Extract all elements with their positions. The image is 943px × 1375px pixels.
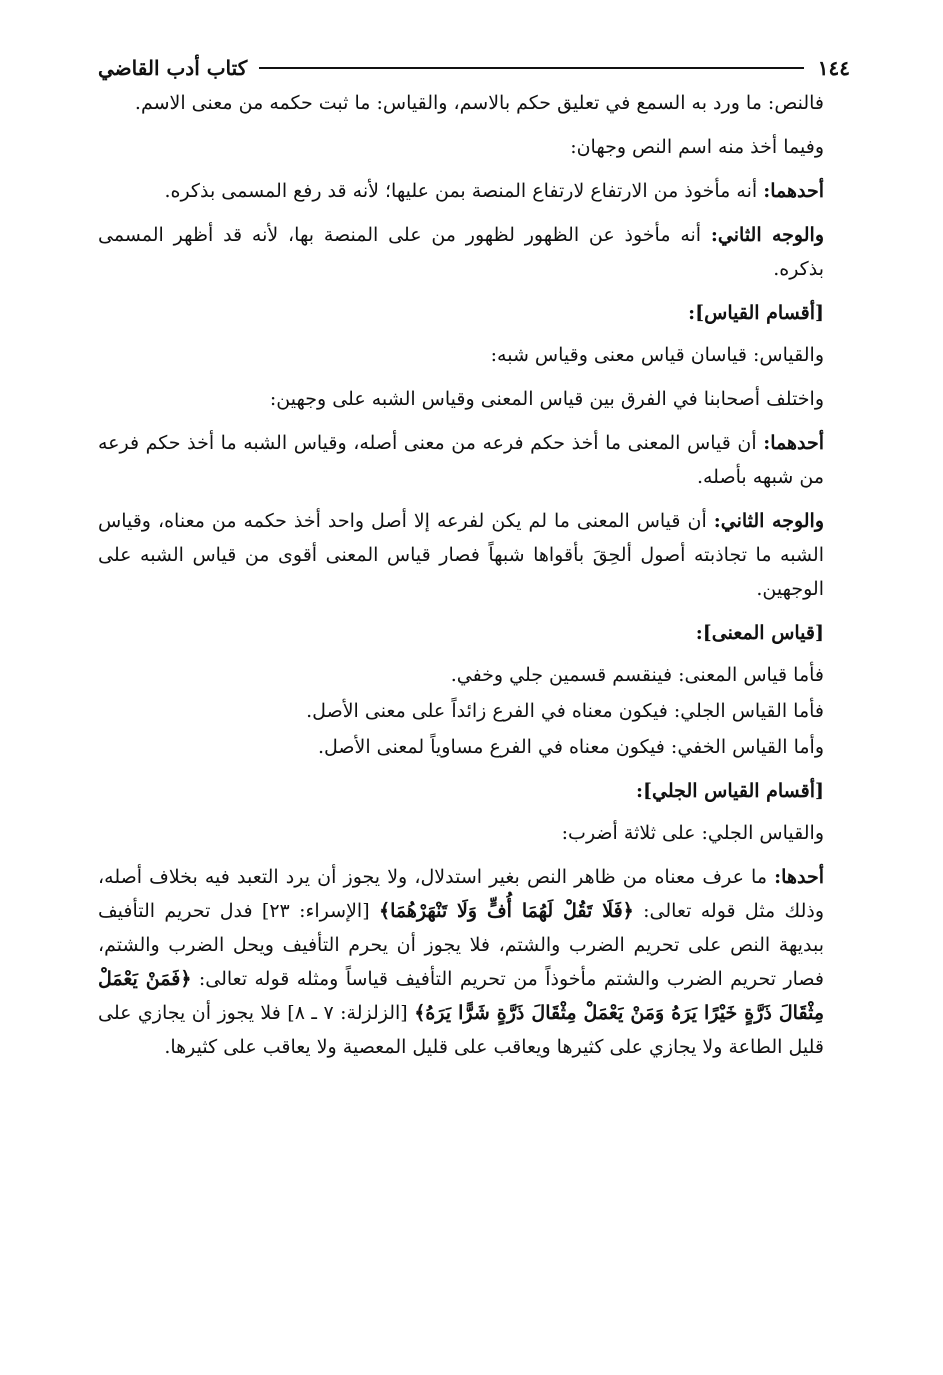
paragraph: والوجه الثاني: أنه مأخوذ عن الظهور لظهور من على المنصة بها، لأنه قد أظهر المسمى بذكره. <box>98 224 824 280</box>
section-heading: [قياس المعنى]: <box>695 622 824 644</box>
paragraph-lead: والوجه الثاني: <box>713 510 824 532</box>
page-body <box>98 86 850 1064</box>
section-heading: [أقسام القياس الجلي]: <box>636 780 824 802</box>
paragraph-lead: أحدهما: <box>763 432 824 454</box>
paragraph: والوجه الثاني: أن قياس المعنى ما لم يكن لفرعه إلا أصل واحد أخذ حكمه من معناه، وقياس الشبه ما تجاذبته أصول ألحِقَ بأقواها شبهاً فصار قياس المعنى أقوى من قياس الشبه على الوجهين. <box>98 510 824 600</box>
page-number: ١٤٤ <box>817 56 850 80</box>
paragraph: فأما القياس الجلي: فيكون معناه في الفرع زائداً على معنى الأصل. <box>306 700 824 722</box>
paragraph: والقياس: قياسان قياس معنى وقياس شبه: <box>490 344 824 366</box>
paragraph: أحدها: ما عرف معناه من ظاهر النص بغير استدلال، ولا يجوز أن يرد التعبد فيه بخلاف أصله، وذلك مثل قوله تعالى: ﴿فَلَا تَقُلْ لَهُمَا أُفٍّ وَلَا تَنْهَرْهُمَا﴾ [الإسراء: ٢٣] فدل تحريم التأفيف ببديهة النص على تحريم الضرب والشتم، فلا يجوز أن يحرم التأفيف ويحل الضرب والشتم، فصار تحريم الضرب والشتم مأخوذاً من تحريم التأفيف قياساً ومثله قوله تعالى: ﴿فَمَنْ يَعْمَلْ مِثْقَالَ ذَرَّةٍ خَيْرًا يَرَهُ وَمَنْ يَعْمَلْ مِثْقَالَ ذَرَّةٍ شَرًّا يَرَهُ﴾ [الزلزلة: ٧ ـ ٨] فلا يجوز أن يجازي على قليل الطاعة ولا يجازي على كثيرها ويعاقب على قليل المعصية ولا يعاقب على كثيرها. <box>98 866 824 1058</box>
running-title: كتاب أدب القاضي <box>98 56 248 80</box>
paragraph: أحدهما: أن قياس المعنى ما أخذ حكم فرعه من معنى أصله، وقياس الشبه ما أخذ حكم فرعه من شبهه بأصله. <box>98 432 824 488</box>
quran-verse: ﴿فَلَا تَقُلْ لَهُمَا أُفٍّ وَلَا تَنْهَرْهُمَا﴾ <box>378 900 634 922</box>
paragraph-lead: أحدهما: <box>763 180 824 202</box>
section-heading: [أقسام القياس]: <box>688 302 824 324</box>
paragraph: فأما قياس المعنى: فينقسم قسمين جلي وخفي. <box>450 664 824 686</box>
paragraph-lead: أحدها: <box>774 866 824 888</box>
paragraph: وأما القياس الخفي: فيكون معناه في الفرع مساوياً لمعنى الأصل. <box>317 736 824 758</box>
paragraph-lead: والوجه الثاني: <box>710 224 824 246</box>
paragraph: واختلف أصحابنا في الفرق بين قياس المعنى وقياس الشبه على وجهين: <box>269 388 824 410</box>
paragraph: أحدهما: أنه مأخوذ من الارتفاع لارتفاع المنصة بمن عليها؛ لأنه قد رفع المسمى بذكره. <box>164 180 824 202</box>
paragraph: والقياس الجلي: على ثلاثة أضرب: <box>561 822 824 844</box>
header-rule <box>259 67 804 69</box>
quran-verse: ﴿فَمَنْ يَعْمَلْ مِثْقَالَ ذَرَّةٍ خَيْرًا يَرَهُ وَمَنْ يَعْمَلْ مِثْقَالَ ذَرَّةٍ شَرًّا يَرَهُ﴾ <box>98 968 824 1024</box>
paragraph: فالنص: ما ورد به السمع في تعليق حكم بالاسم، والقياس: ما ثبت حكمه من معنى الاسم. <box>134 92 824 114</box>
page-header <box>98 50 850 86</box>
document-page <box>98 50 850 1074</box>
paragraph: وفيما أخذ منه اسم النص وجهان: <box>570 136 824 158</box>
